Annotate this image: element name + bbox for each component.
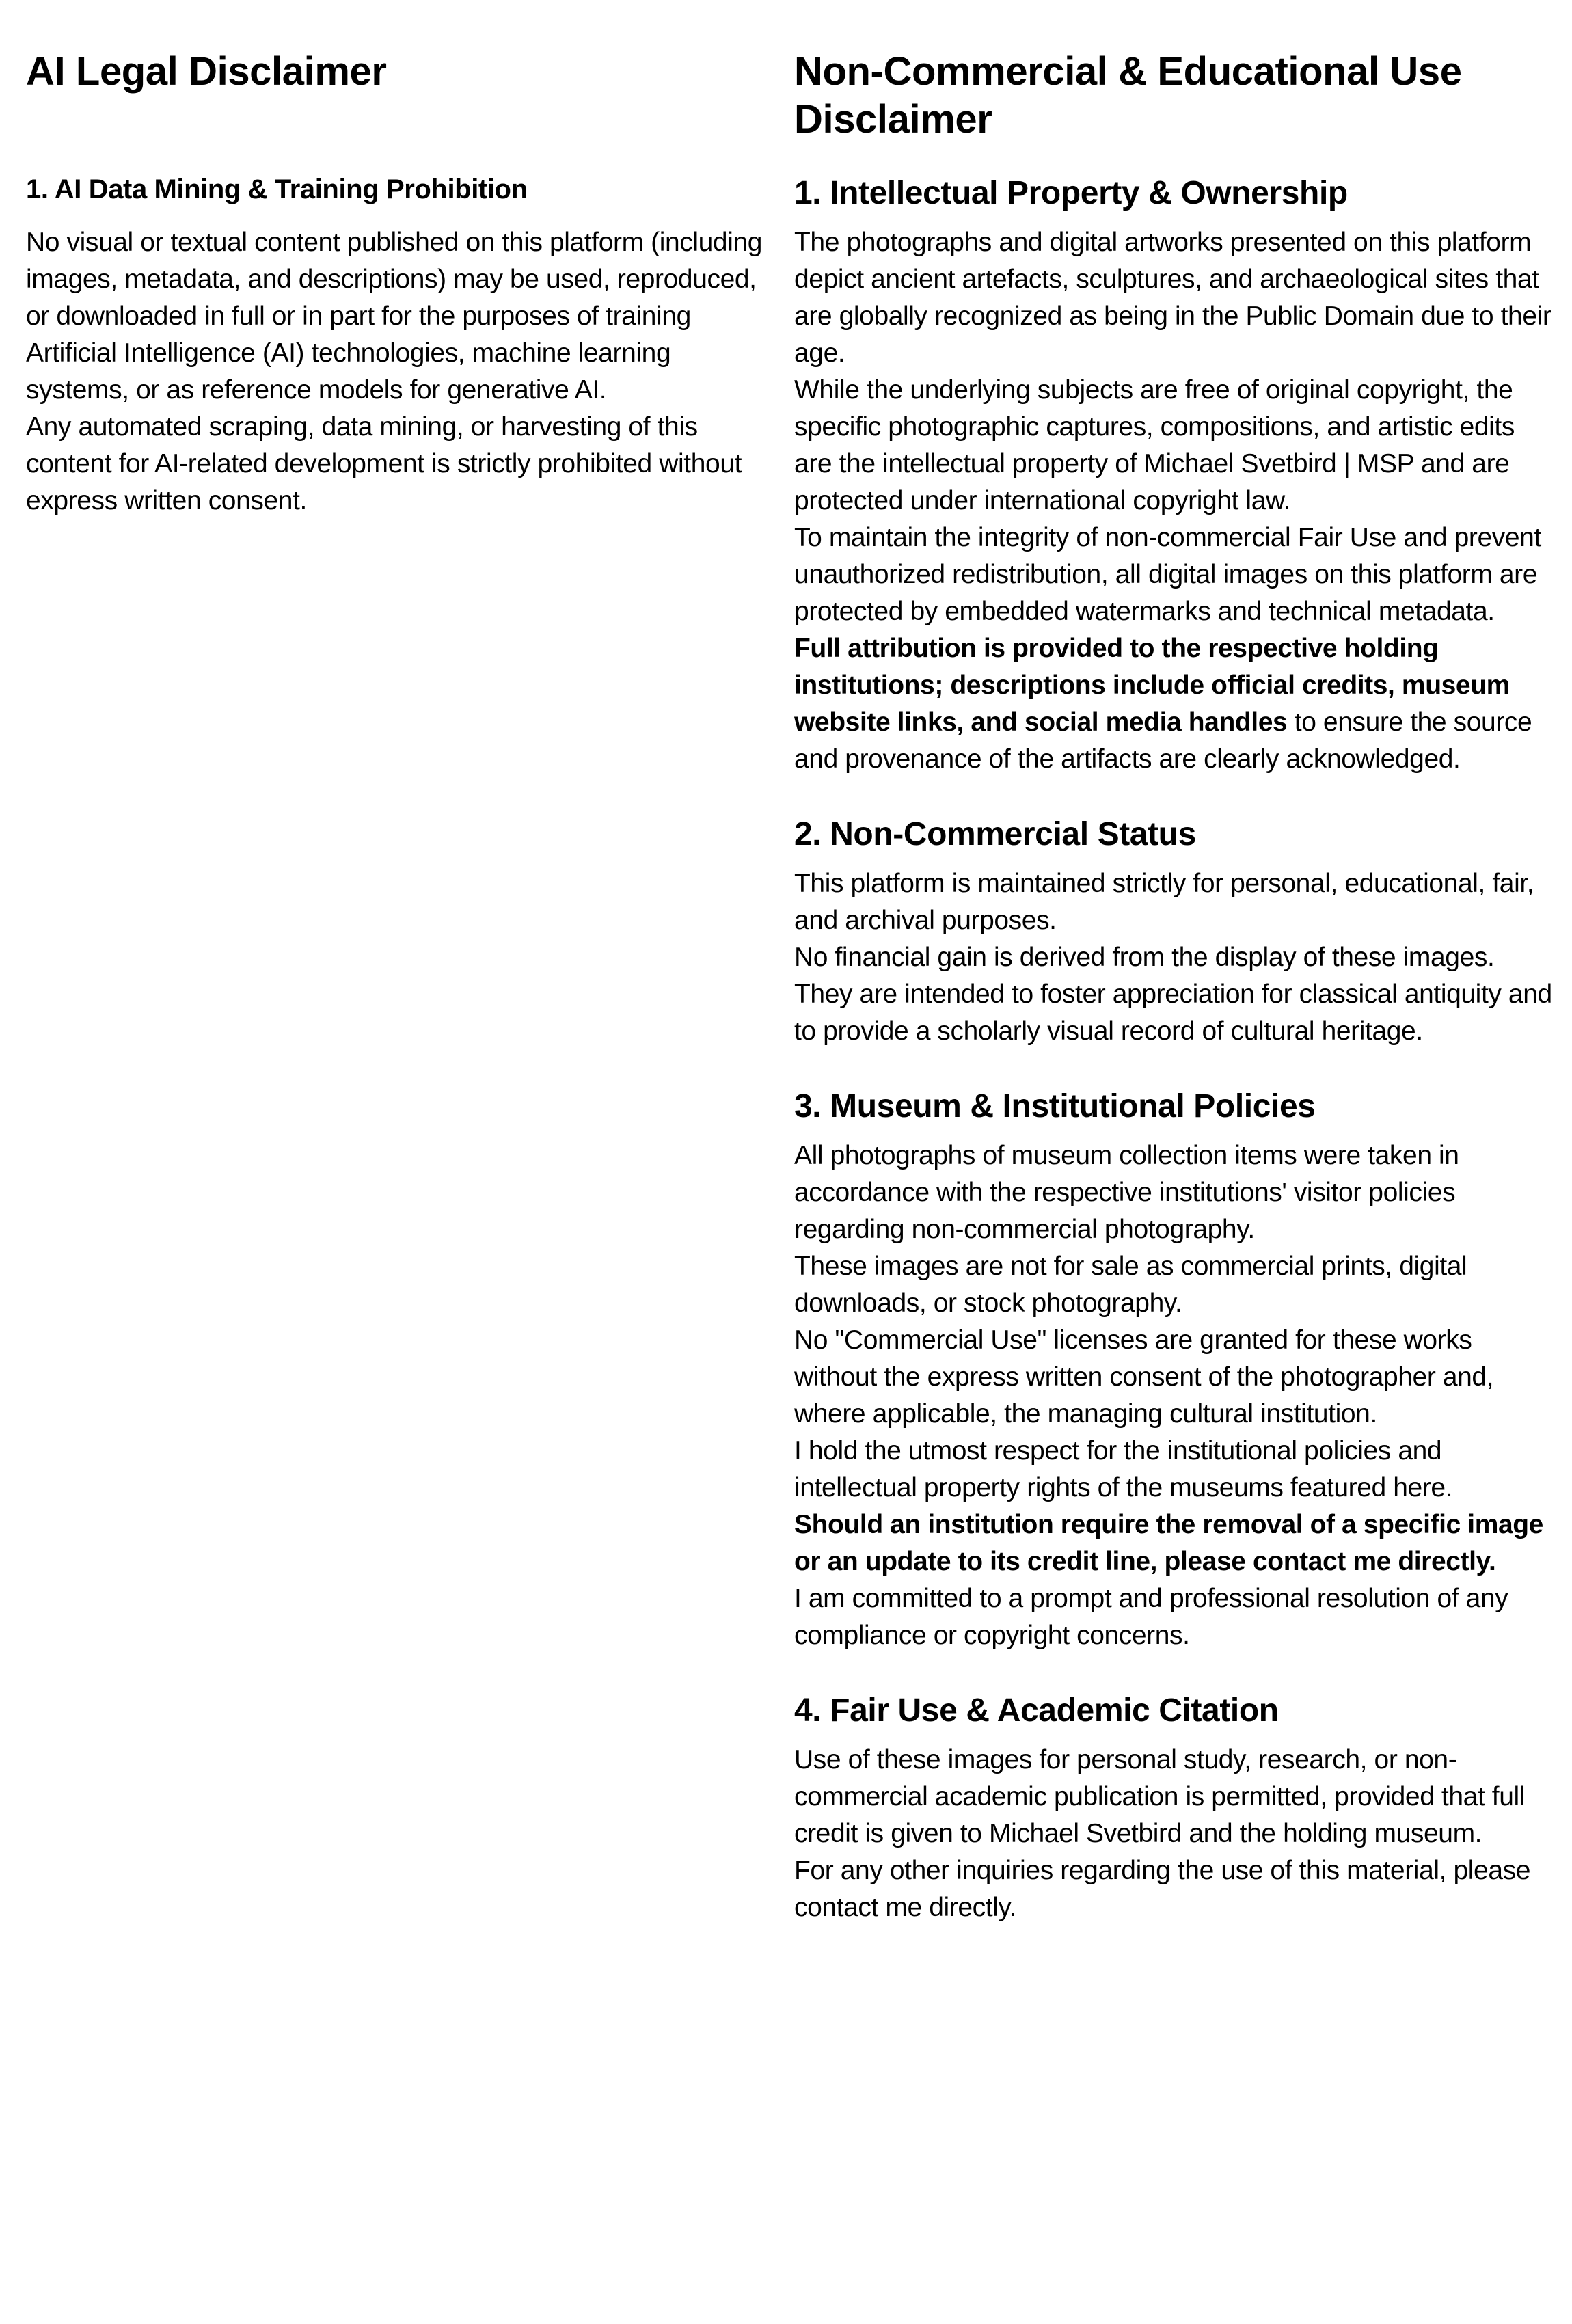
text-block	[794, 1322, 1557, 1433]
text-block	[794, 1742, 1557, 1852]
text-block	[794, 630, 1557, 778]
block-text: to ensure the source and provenance of the artifacts are clearly acknowledged.	[794, 707, 1532, 774]
text-block	[794, 939, 1557, 976]
block-text: No "Commercial Use" licenses are granted for these works without the express written consent of the photographer and, where applicable, the managing cultural institution.	[794, 1325, 1494, 1429]
section-heading: 4. Fair Use & Academic Citation	[794, 1692, 1279, 1729]
block-text: No visual or textual content published on this platform (including images, metadata, and descriptions) may be used, reproduced, or downloaded in full or in part for the purposes of training Artificial Intelligence (AI) technologies, machine learning systems, or as reference models for generative AI.	[26, 228, 763, 405]
right-column	[794, 48, 1557, 1926]
section-heading: 2. Non-Commercial Status	[794, 816, 1196, 852]
section-heading: 3. Museum & Institutional Policies	[794, 1088, 1316, 1124]
section-fair-use	[794, 1691, 1557, 1926]
block-text: All photographs of museum collection items were taken in accordance with the respective institutions' visitor policies regarding non-commercial photography.	[794, 1141, 1459, 1244]
text-block	[26, 409, 763, 519]
block-text: I am committed to a prompt and professional resolution of any compliance or copyright concerns.	[794, 1584, 1508, 1650]
text-block	[794, 976, 1557, 1050]
block-text: These images are not for sale as commercial prints, digital downloads, or stock photography.	[794, 1252, 1467, 1318]
text-block	[794, 1506, 1557, 1580]
block-text: While the underlying subjects are free of original copyright, the specific photographic captures, compositions, and artistic edits are the intellectual property of Michael Svetbird | MSP and are protected under international copyright law.	[794, 375, 1515, 515]
text-block	[794, 1137, 1557, 1248]
section-heading: 1. AI Data Mining & Training Prohibition	[26, 174, 528, 204]
section-non-commercial-status	[794, 815, 1557, 1050]
section-museum-policies	[794, 1087, 1557, 1654]
left-column	[26, 48, 763, 1926]
text-block	[794, 1580, 1557, 1654]
text-block	[794, 865, 1557, 939]
block-text: No financial gain is derived from the display of these images.	[794, 943, 1495, 972]
block-text: For any other inquiries regarding the use of this material, please contact me directly.	[794, 1856, 1531, 1922]
left-column-title: AI Legal Disclaimer	[26, 49, 387, 94]
text-block	[26, 224, 763, 409]
block-bold-text: Should an institution require the removal of a specific image or an update to its credit line, please contact me directly.	[794, 1510, 1543, 1576]
text-block	[794, 1433, 1557, 1506]
block-text: The photographs and digital artworks presented on this platform depict ancient artefacts, sculptures, and archaeological sites that are globally recognized as being in the Public Domain due to their age.	[794, 228, 1551, 368]
section-heading: 1. Intellectual Property & Ownership	[794, 175, 1348, 211]
text-block	[794, 1852, 1557, 1926]
block-text: They are intended to foster appreciation for classical antiquity and to provide a scholarly visual record of cultural heritage.	[794, 979, 1552, 1046]
text-block	[794, 519, 1557, 630]
text-block	[794, 372, 1557, 519]
section-ai-data-mining	[26, 172, 763, 519]
right-column-title: Non-Commercial & Educational Use Disclaimer	[794, 49, 1462, 141]
text-block	[794, 1248, 1557, 1322]
block-bold-text: Full attribution is provided to the respective holding institutions; descriptions include official credits, museum website links, and social media handles	[794, 634, 1510, 737]
block-text: To maintain the integrity of non-commercial Fair Use and prevent unauthorized redistribution, all digital images on this platform are protected by embedded watermarks and technical metadata.	[794, 523, 1541, 626]
section-intellectual-property	[794, 174, 1557, 778]
block-text: I hold the utmost respect for the institutional policies and intellectual property rights of the museums featured here.	[794, 1436, 1453, 1502]
text-block	[794, 224, 1557, 372]
block-text: Any automated scraping, data mining, or harvesting of this content for AI-related development is strictly prohibited without express written consent.	[26, 412, 742, 515]
block-text: Use of these images for personal study, research, or non-commercial academic publication is permitted, provided that full credit is given to Michael Svetbird and the holding museum.	[794, 1745, 1526, 1848]
block-text: This platform is maintained strictly for personal, educational, fair, and archival purposes.	[794, 869, 1534, 935]
